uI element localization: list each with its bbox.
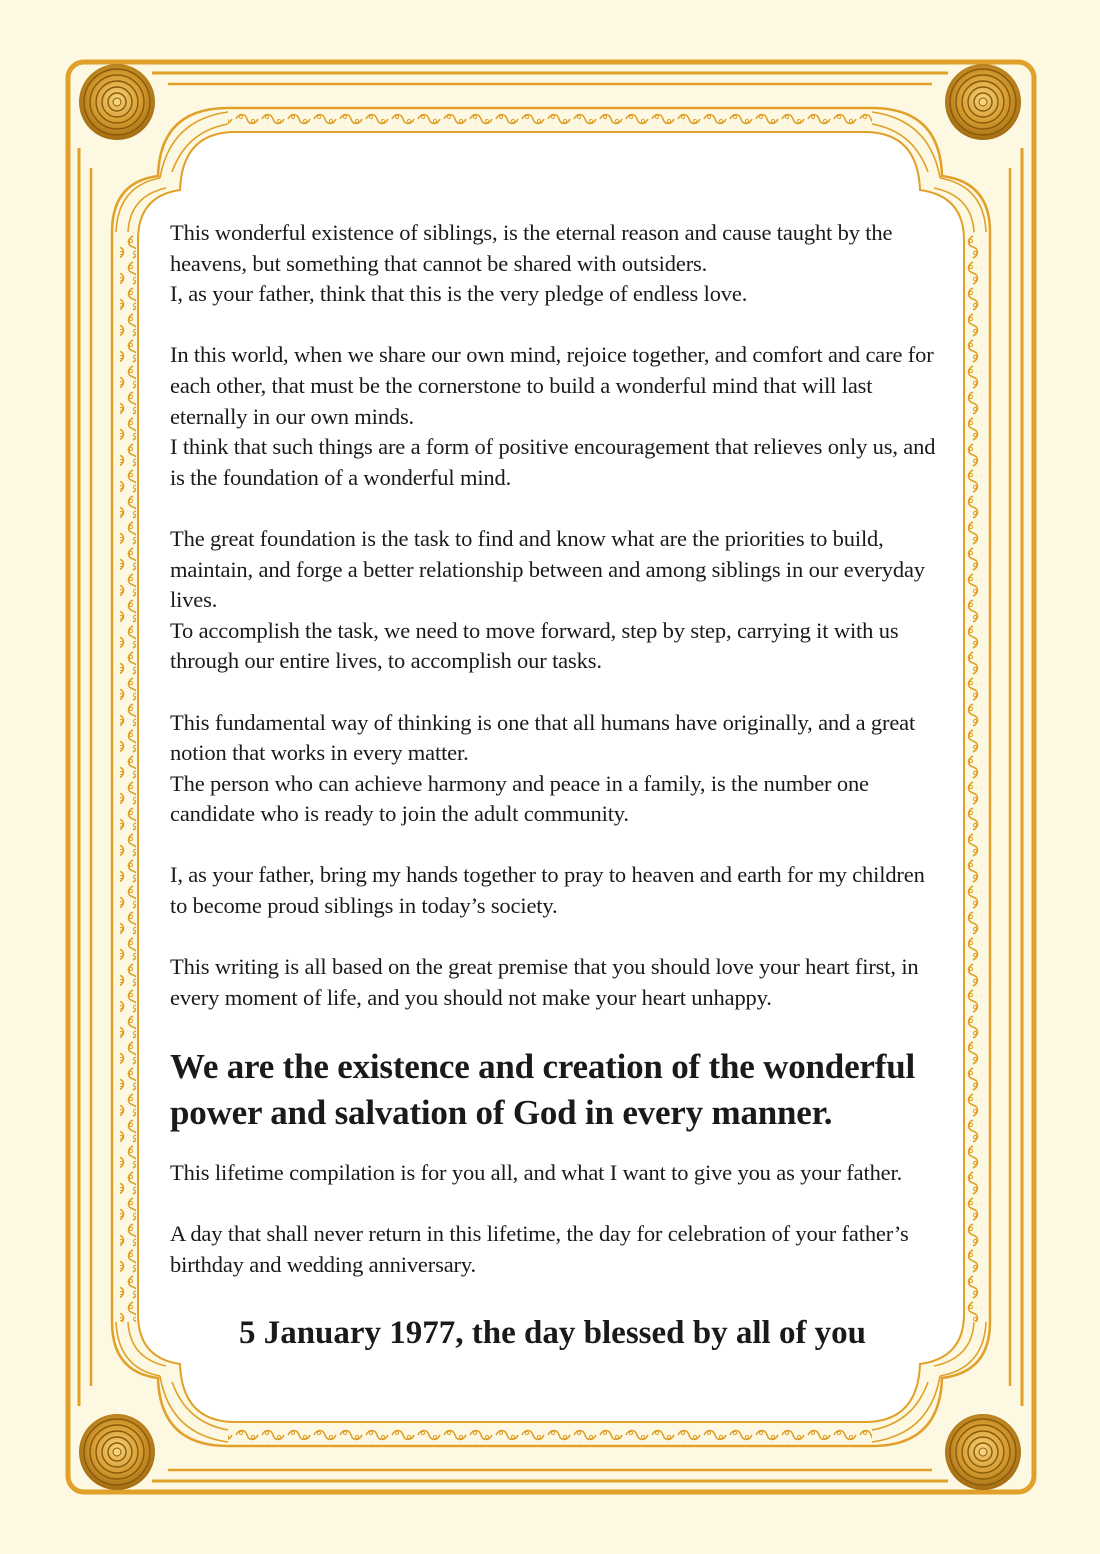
paragraph-6: [170, 952, 945, 1013]
closing-paragraph-2: A day that shall never return in this lifetime, the day for celebration of your father’s birthday and wedding anniversary.: [170, 1221, 909, 1277]
paragraph-line: This wonderful existence of siblings, is the eternal reason and cause taught by the heavens, but something that cannot be shared with outsiders.: [170, 220, 893, 276]
letter-body: [170, 218, 945, 1355]
paragraph-line: I, as your father, bring my hands together to pray to heaven and earth for my children to become proud siblings in today’s society.: [170, 862, 925, 919]
paragraph-5: [170, 860, 945, 921]
paragraph-line: In this world, when we share our own mind, rejoice together, and comfort and care for each other, that must be the cornerstone to build a wonderful mind that will last eternally in our own minds.: [170, 342, 934, 429]
paragraph-line: To accomplish the task, we need to move forward, step by step, carrying it with us through our entire lives, to accomplish our tasks.: [170, 617, 899, 674]
paragraph-line: The person who can achieve harmony and peace in a family, is the number one candidate who is ready to join the adult community.: [170, 770, 869, 827]
paragraph-line: The great foundation is the task to find and know what are the priorities to build, maintain, and forge a better relationship between and among siblings in our everyday lives.: [170, 525, 925, 613]
paragraph-line: This writing is all based on the great premise that you should love your heart first, in every moment of life, and you should not make your heart unhappy.: [170, 954, 919, 1010]
paragraph-line: I, as your father, think that this is the very pledge of endless love.: [170, 281, 748, 307]
paragraph-line: I think that such things are a form of positive encouragement that relieves only us, and is the foundation of a wonderful mind.: [170, 434, 936, 490]
headline: We are the existence and creation of the wonderful power and salvation of God in every manner.: [170, 1047, 915, 1133]
paragraph-2: [170, 340, 945, 493]
closing-paragraph-1: This lifetime compilation is for you all, and what I want to give you as your father.: [170, 1160, 903, 1186]
paragraph-1: [170, 218, 945, 310]
paragraph-3: [170, 524, 945, 677]
paragraph-line: This fundamental way of thinking is one that all humans have originally, and a great notion that works in every matter.: [170, 709, 916, 766]
date-dedication: 5 January 1977, the day blessed by all of you: [238, 1315, 867, 1351]
paragraph-4: [170, 708, 945, 830]
